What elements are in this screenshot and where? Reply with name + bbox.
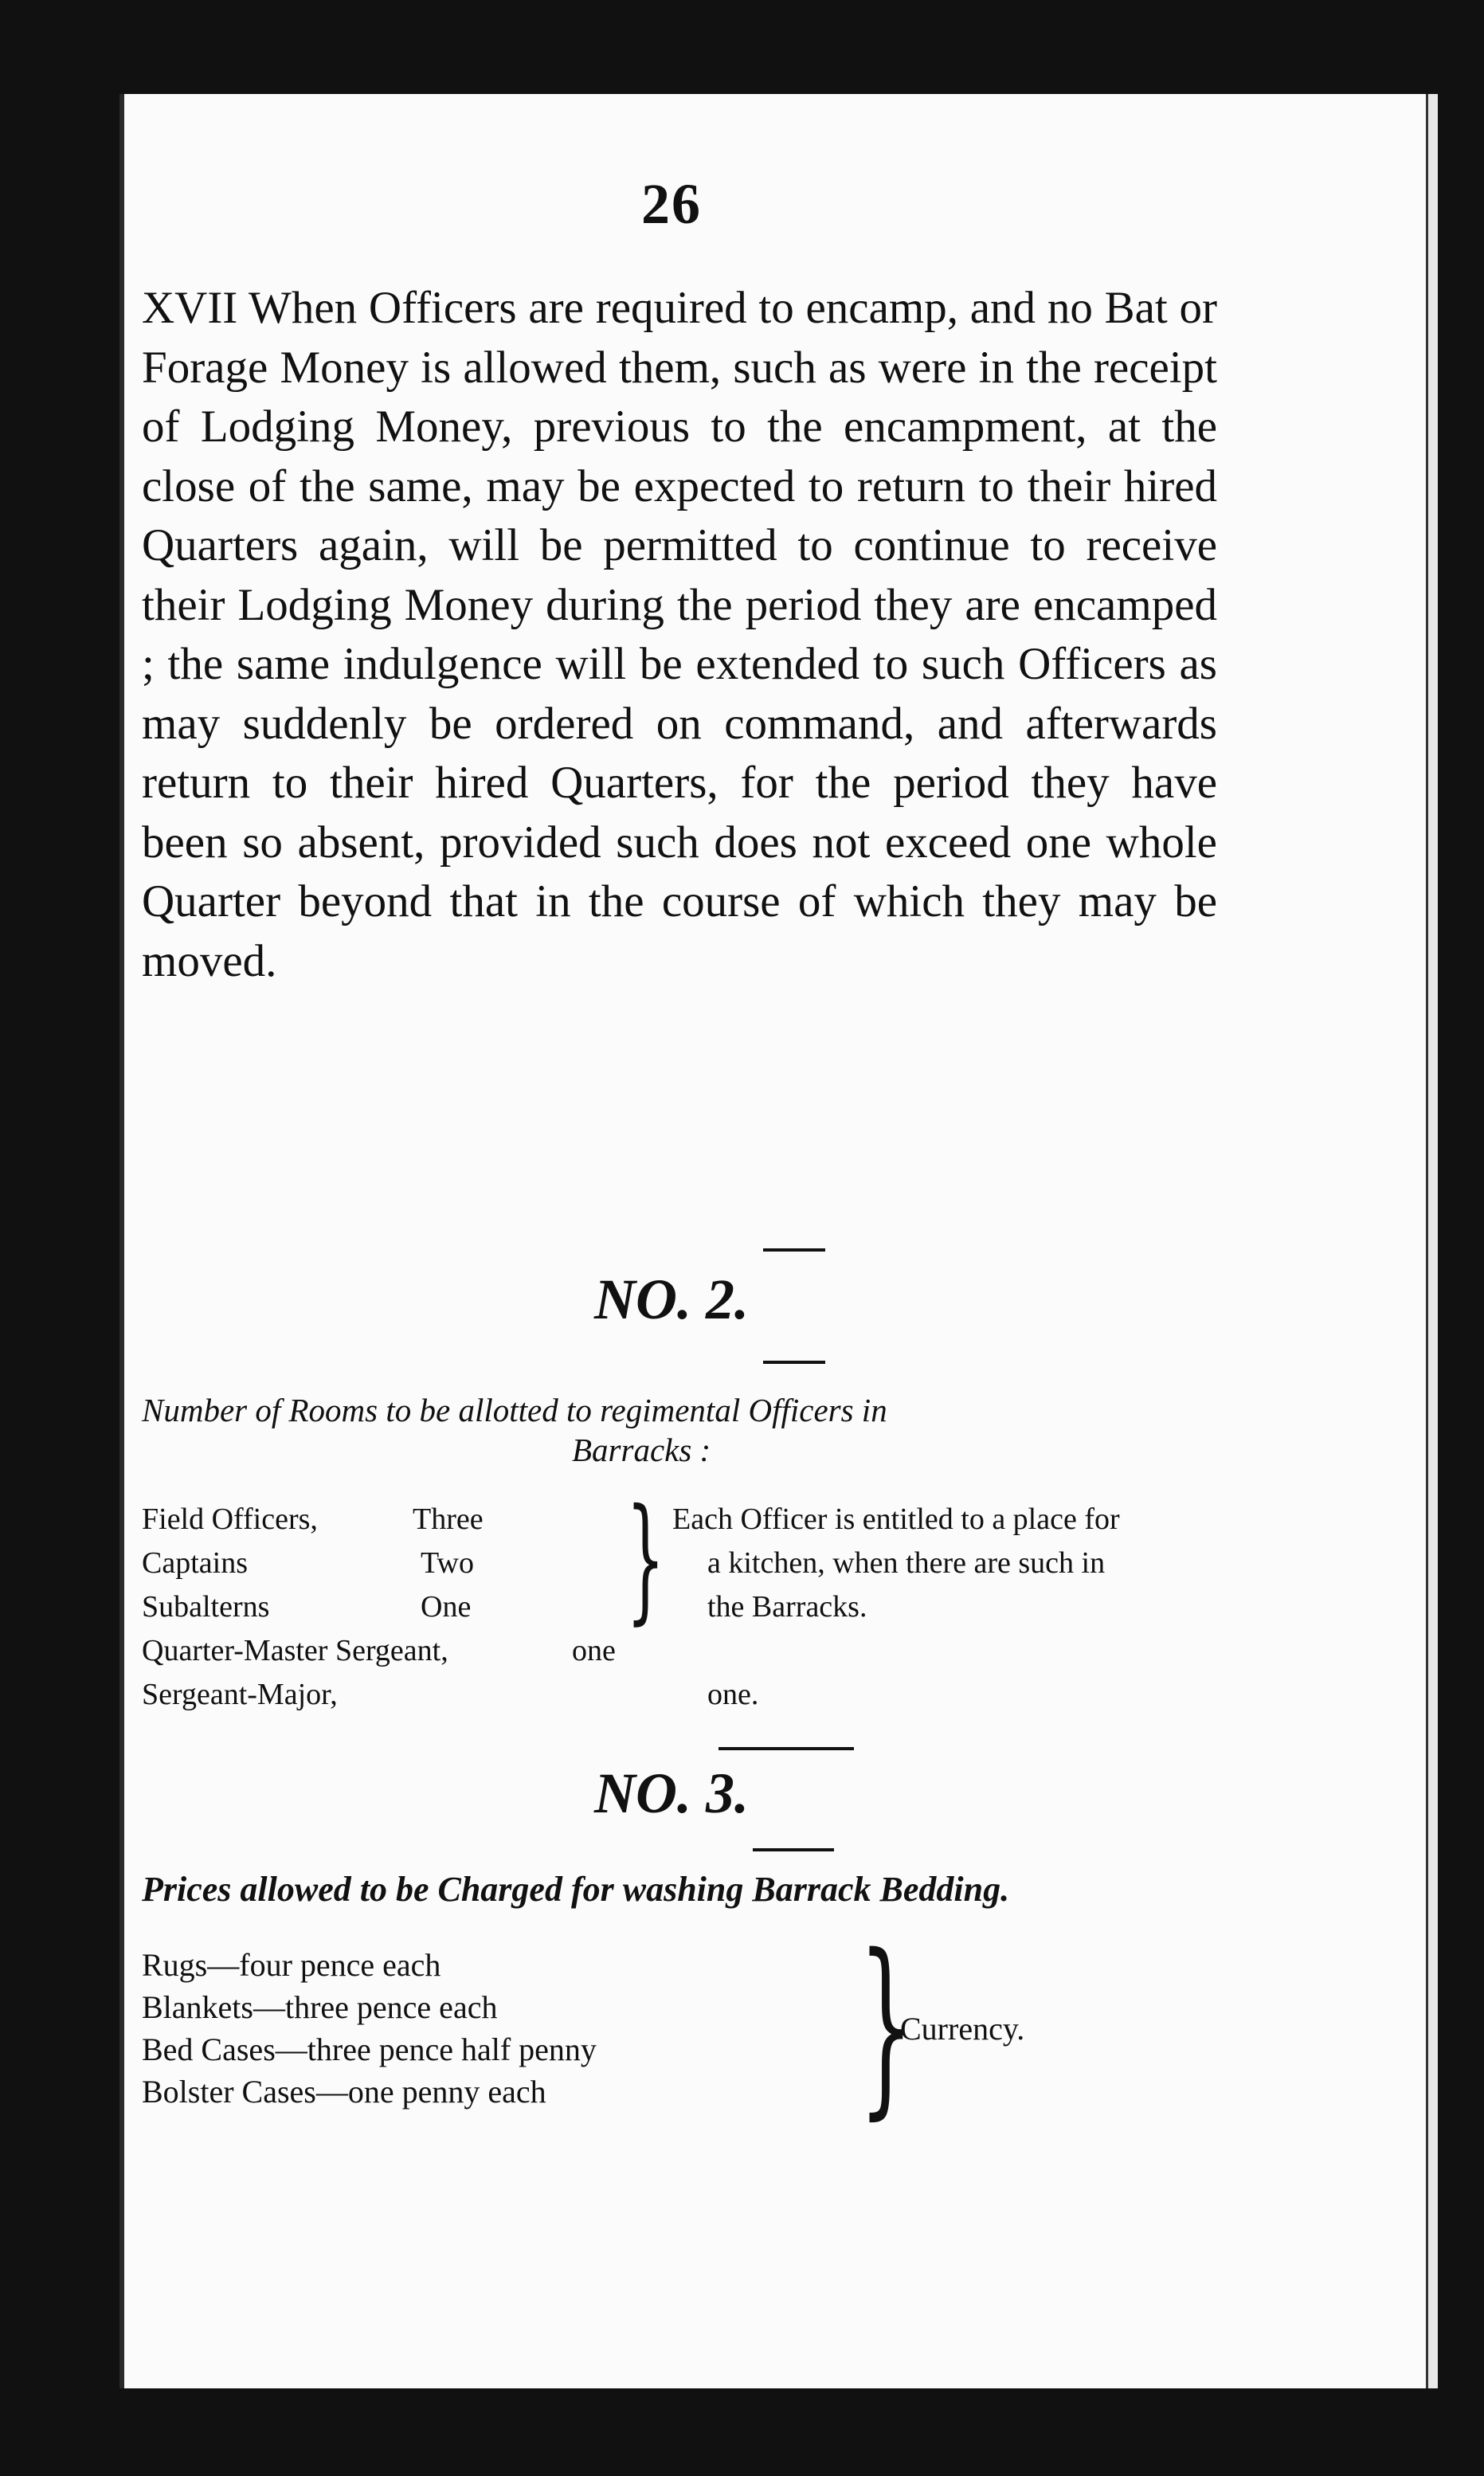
brace-icon: } [859,1914,914,2137]
page-number: 26 [641,172,702,236]
rule-below-no2 [763,1361,825,1364]
currency-label: Currency. [900,2011,1025,2047]
rooms-field-officers: Three [413,1502,484,1536]
rank-field-officers: Field Officers, [142,1502,318,1536]
rank-quarter-master-sergeant: Quarter-Master Sergeant, [142,1634,448,1667]
adjacent-page-edge [1426,94,1438,2388]
rule-below-no3 [753,1848,834,1851]
section-2-heading: NO. 2. [594,1267,749,1331]
paragraph-xvii [142,279,1217,991]
list-item: Bed Cases—three pence half penny [142,2031,597,2067]
note-line-3: the Barracks. [707,1590,867,1624]
rank-sergeant-major: Sergeant-Major, [142,1678,338,1711]
section-3-subtitle: Prices allowed to be Charged for washing Barrack Bedding. [142,1870,1010,1909]
list-item: Bolster Cases—one penny each [142,2074,546,2110]
list-item: Blankets—three pence each [142,1989,498,2025]
paragraph-xvii-text: XVII When Officers are required to encamp, and no Bat or Forage Money is allowed them, such as were in the receipt of Lodging Money, previous to the encampment, at the close of the same, may be expected to return to their hired Quarters again, will be permitted to continue to receive their Lodging Money during the period they are encamped ; the same indulgence will be extended to such Officers as may suddenly be ordered on command, and afterwards return to their hired Quarters, for the period they have been so absent, provided such does not exceed one whole Quarter beyond that in the course of which they may be moved. [142,283,1217,986]
rooms-sergeant-major: one. [707,1678,759,1711]
note-line-1: Each Officer is entitled to a place for [672,1502,1120,1536]
note-line-2: a kitchen, when there are such in [707,1546,1106,1580]
rank-subalterns: Subalterns [142,1590,270,1624]
section-3-heading: NO. 3. [594,1761,749,1825]
section-2-subtitle-line2: Barracks : [572,1432,711,1468]
rooms-subalterns: One [421,1590,472,1624]
brace-icon: } [626,1480,665,1638]
rooms-quarter-master-sergeant: one [572,1634,616,1667]
rule-above-no3 [719,1747,854,1750]
rank-captains: Captains [142,1546,248,1580]
rooms-captains: Two [421,1546,475,1580]
section-2-subtitle [142,1390,1201,1470]
section-2-subtitle-line1: Number of Rooms to be allotted to regimental Officers in [142,1392,887,1428]
rule-above-no2 [763,1248,825,1252]
list-item: Rugs—four pence each [142,1947,441,1983]
